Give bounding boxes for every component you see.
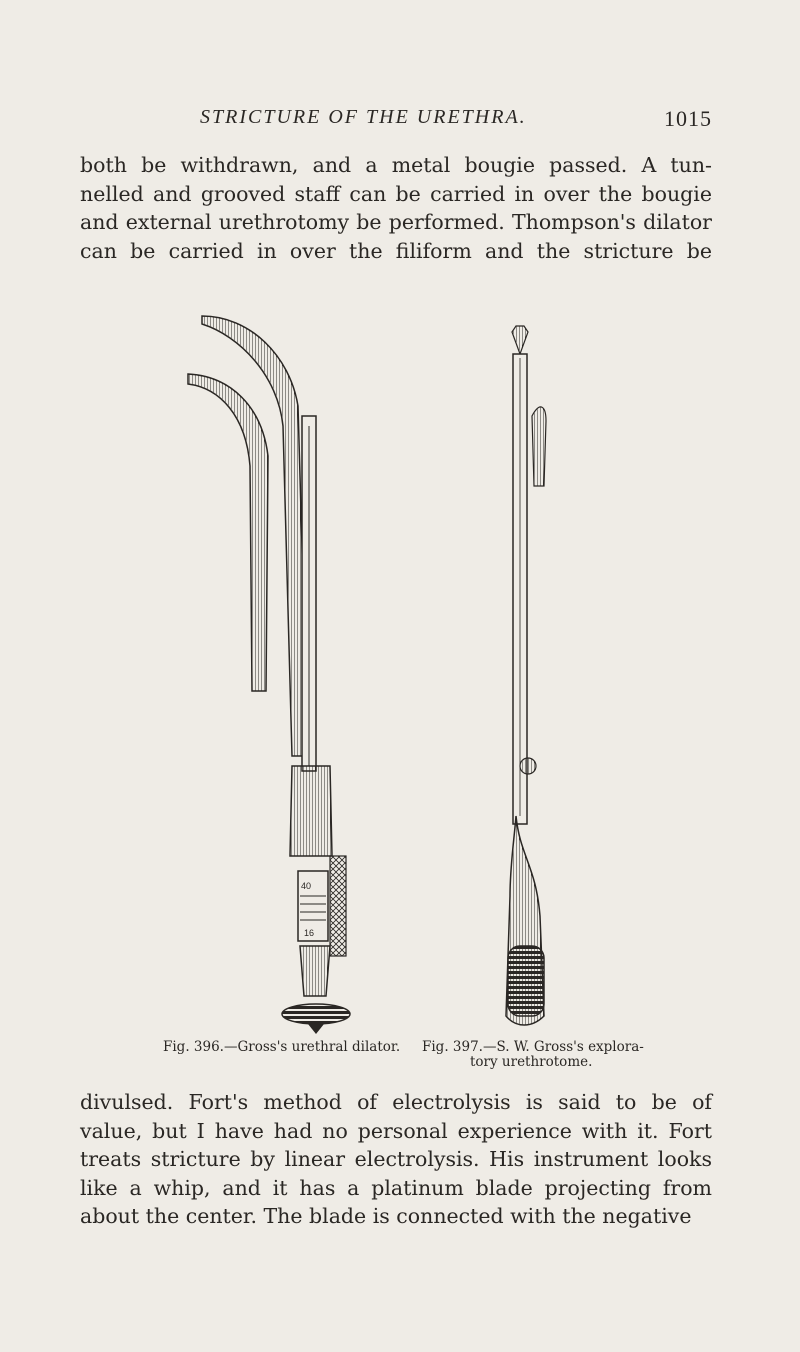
urethrotome-drawing xyxy=(506,326,546,1025)
page-number: 1015 xyxy=(664,106,712,131)
caption-text-line2: tory urethrotome. xyxy=(470,1054,593,1070)
running-head xyxy=(80,106,720,136)
scale-mark-40: 40 xyxy=(301,881,312,891)
text-line: about the center. The blade is connected with the negative xyxy=(80,1204,692,1228)
caption-text: Fig. 396.—Gross's urethral dilator. xyxy=(163,1039,401,1055)
text-line: can be carried in over the filiform and the stricture be xyxy=(80,238,712,263)
caption-fig-397 xyxy=(422,1040,672,1070)
text-line: and external urethrotomy be performed. Thompson's dilator xyxy=(80,210,712,234)
scale-mark-16: 16 xyxy=(304,928,315,938)
paragraph-bottom xyxy=(80,1088,712,1231)
text-line: divulsed. Fort's method of electrolysis is said to be of xyxy=(80,1090,712,1114)
dilator-drawing xyxy=(188,316,350,1034)
figure-illustration xyxy=(180,296,600,1036)
text-line: treats stricture by linear electrolysis. His instrument looks xyxy=(80,1147,712,1171)
instruments-engraving xyxy=(180,296,600,1036)
text-line: both be withdrawn, and a metal bougie passed. A tun- xyxy=(80,153,712,177)
caption-fig-396 xyxy=(163,1040,413,1055)
running-head-title: STRICTURE OF THE URETHRA. xyxy=(200,106,527,128)
text-line: nelled and grooved staff can be carried in over the bougie xyxy=(80,181,712,206)
paragraph-top xyxy=(80,151,712,265)
caption-text-line1: Fig. 397.—S. W. Gross's explora- xyxy=(422,1039,644,1055)
text-line: value, but I have had no personal experience with it. Fort xyxy=(80,1118,712,1143)
text-line: like a whip, and it has a platinum blade projecting from xyxy=(80,1175,712,1200)
